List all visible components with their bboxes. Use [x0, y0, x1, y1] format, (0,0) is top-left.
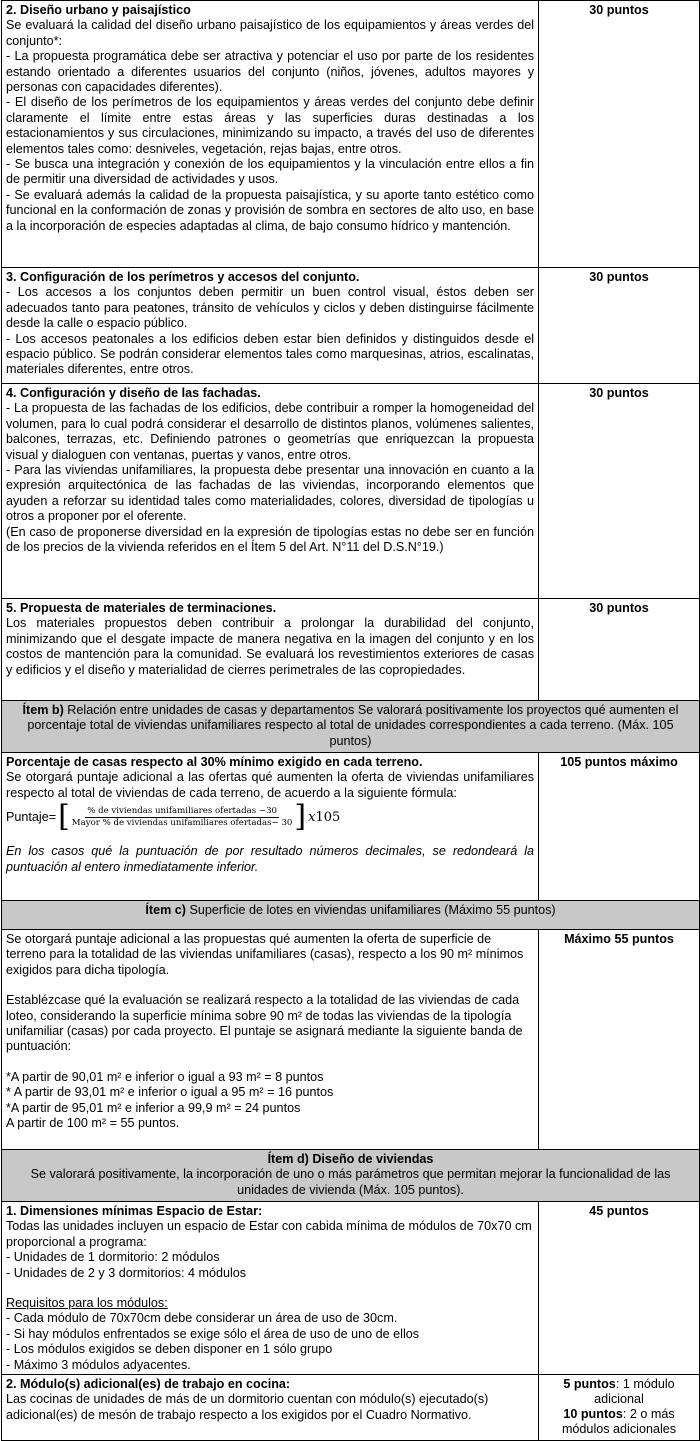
- criterion-title: Porcentaje de casas respecto al 30% mínimo exigido en cada terreno.: [6, 755, 423, 769]
- formula-expression: [58, 799, 341, 835]
- item-c-label: Ítem c): [145, 903, 186, 917]
- points-cell: 105 puntos máximo: [539, 753, 700, 901]
- formula-multiplier: [308, 810, 340, 825]
- item-d-header-row: [2, 1150, 700, 1202]
- evaluation-criteria-table: [1, 0, 700, 1441]
- score-band: * A partir de 93,01 m² e inferior o igual a 95 m² = 16 puntos: [6, 1085, 334, 1100]
- criterion-title: 3. Configuración de los perímetros y accesos del conjunto.: [6, 270, 360, 284]
- criterion-title: 2. Módulo(s) adicional(es) de trabajo en cocina:: [6, 1377, 291, 1392]
- criterion-title: 1. Dimensiones mínimas Espacio de Estar:: [6, 1204, 263, 1218]
- formula-factor: 105: [315, 809, 341, 825]
- criterion-line: - Se evaluará además la calidad de la propuesta paisajística, y su aporte tanto estético como funcional en la conformación de zonas y provisión de sombra en sectores de alto uso, en base a la incorporación de especies adaptadas al clima, de bajo consumo hídrico y mantención.: [6, 187, 534, 233]
- formula-x: x: [308, 809, 316, 825]
- criterion-line: - La propuesta programática debe ser atractiva y potenciar el uso por parte de los residentes estando orientado a diferentes usuarios del conjunto (niños, jóvenes, adultos mayores y personas con capacidades diferentes).: [6, 49, 534, 95]
- criterion-text: Se otorgará puntaje adicional a las ofertas qué aumenten la oferta de viviendas unifamiliares respecto al total de viviendas de cada terreno, de acuerdo a la siguiente fórmula:: [6, 770, 534, 800]
- criterion-text: Las cocinas de unidades de más de un dormitorio cuentan con módulo(s) ejecutado(s) adicional(es) de mesón de trabajo respecto a los exigidos por el Cuadro Normativo.: [6, 1392, 489, 1422]
- criterion-row-kitchen-modules: [2, 1375, 700, 1441]
- points-value: 5 puntos: [563, 1377, 616, 1392]
- score-formula: [6, 799, 534, 835]
- item-b-header: [2, 701, 700, 753]
- criterion-line: - Los accesos peatonales a los edificios deben estar bien definidos y distinguidos desde el espacio público. Se podrán considerar elementos tales como marquesinas, atrios, escalinatas, materiales diferentes, entre otros.: [6, 331, 534, 377]
- requirement-line: - Cada módulo de 70x70cm debe considerar un área de uso de 30cm.: [6, 1311, 398, 1326]
- points-cell: [539, 1375, 700, 1441]
- points-option-1: [543, 1377, 695, 1407]
- item-b-header-row: [2, 701, 700, 753]
- criterion-line: - Se busca una integración y conexión de los equipamientos y la vinculación entre ellos a fin de permitir una diversidad de actividades y usos.: [6, 157, 534, 187]
- points-desc: : 1 módulo adicional: [594, 1377, 675, 1407]
- criterion-line: Se evaluará la calidad del diseño urbano paisajístico de los equipamientos y áreas verdes del conjunto*:: [6, 18, 534, 48]
- points-value: 10 puntos: [563, 1407, 623, 1422]
- criterion-text: Los materiales propuestos deben contribuir a prolongar la durabilidad del conjunto, minimizando que el desgate impacte de manera negativa en la imagen del conjunto y en los costos de mantención para la comunidad. Se evaluará los revestimientos exteriores de casas y edificios y el diseño y materialidad de cierres perimetrales de las copropiedades.: [6, 616, 534, 677]
- criterion-text: Establézcase qué la evaluación se realizará respecto a la totalidad de las viviendas de cada loteo, considerando la superficie mínima sobre 90 m² de todas las viviendas de la tipología unifamiliar (casas) por cada proyecto. El puntaje se asignará mediante la siguiente banda de puntuación:: [6, 993, 523, 1054]
- criterion-title: 4. Configuración y diseño de las fachadas.: [6, 386, 261, 400]
- item-d-header: [2, 1150, 700, 1202]
- criterion-line: (En caso de proponerse diversidad en la expresión de tipologías estas no debe ser en función de los precios de la vivienda referidos en el Ítem 5 del Art. N°11 del D.S.N°19.): [6, 524, 534, 555]
- criterion-cell: [2, 599, 539, 701]
- criterion-row-perimeters-access: [2, 268, 700, 384]
- criterion-row-living-space: [2, 1202, 700, 1375]
- criterion-row-materials: [2, 599, 700, 701]
- criterion-cell: [2, 384, 539, 599]
- points-cell: 30 puntos: [539, 384, 700, 599]
- criterion-cell: [2, 930, 539, 1150]
- item-d-text: Se valorará positivamente, la incorporación de uno o más parámetros que permitan mejorar la funcionalidad de las unidades de vivienda (Máx. 105 puntos).: [30, 1167, 671, 1197]
- points-cell: 30 puntos: [539, 268, 700, 384]
- criterion-cell: [2, 753, 539, 901]
- requirement-line: - Los módulos exigidos se deben disponer en 1 sólo grupo: [6, 1342, 333, 1357]
- criterion-line: - Para las viviendas unifamiliares, la propuesta debe presentar una innovación en cuanto a la expresión arquitectónica de las fachadas de las viviendas, incorporando elementos que ayuden a reforzar su identidad tales como materialidades, colores, diversidad de tipologías u otros a proponer por el oferente.: [6, 463, 534, 524]
- points-desc: : 2 o más módulos adicionales: [561, 1407, 677, 1437]
- criterion-cell: [2, 1, 539, 268]
- item-b-text: Relación entre unidades de casas y departamentos Se valorará positivamente los proyectos qué aumenten el porcentaje total de viviendas unifamiliares respecto al total de unidades correspondientes a cada terreno. (Máx. 105 puntos): [27, 703, 679, 748]
- formula-fraction: [70, 806, 295, 829]
- left-bracket: [: [58, 799, 70, 835]
- criterion-line: - Los accesos a los conjuntos deben permitir un buen control visual, éstos deben ser adecuados tanto para peatones, tránsito de vehículos y ciclos y deben distinguirse fácilmente desde la calle o espacio público.: [6, 285, 534, 331]
- formula-label: Puntaje=: [6, 809, 57, 824]
- item-c-header: [2, 901, 700, 930]
- criterion-cell: [2, 1202, 539, 1375]
- formula-denominator: Mayor % de viviendas unifamiliares ofertadas− 30: [71, 817, 293, 828]
- score-band: *A partir de 90,01 m² e inferior o igual a 93 m² = 8 puntos: [6, 1069, 324, 1084]
- criterion-title: 2. Diseño urbano y paisajístico: [6, 3, 191, 17]
- formula-numerator: % de viviendas unifamiliares ofertadas −30: [87, 805, 278, 816]
- criterion-row-lot-surface: [2, 930, 700, 1150]
- criterion-line: - El diseño de los perímetros de los equipamientos y áreas verdes del conjunto debe definir claramente el límite entre estas áreas y las superficies duras destinadas a los estacionamientos y sus circulaciones, minimizando su impacto, a través del uso de diferentes elementos tales como: desniveles, vegetación, rejas bajas, entre otros.: [6, 95, 534, 156]
- score-band: *A partir de 95,01 m² e inferior a 99,9 m² = 24 puntos: [6, 1100, 301, 1115]
- criterion-row-house-percentage: [2, 753, 700, 901]
- criterion-cell: [2, 268, 539, 384]
- criterion-line: - La propuesta de las fachadas de los edificios, debe contribuir a romper la homogeneidad del volumen, para lo cual podrá considerar el desarrollo de distintos planos, volúmenes salientes, balcones, terrazas, etc. Definiendo patrones o geometrías que enriquezcan la propuesta visual y dialoguen con ventanas, puertas y vanos, entre otros.: [6, 401, 534, 462]
- right-bracket: ]: [294, 799, 307, 835]
- criterion-line: Todas las unidades incluyen un espacio de Estar con cabida mínima de módulos de 70x70 cm proporcional a programa:: [6, 1219, 532, 1249]
- criterion-line: - Unidades de 1 dormitorio: 2 módulos: [6, 1250, 220, 1265]
- item-b-label: Ítem b): [22, 703, 64, 717]
- item-c-header-row: [2, 901, 700, 930]
- criterion-line: - Unidades de 2 y 3 dormitorios: 4 módulos: [6, 1265, 247, 1280]
- points-cell: 45 puntos: [539, 1202, 700, 1375]
- rounding-note: En los casos qué la puntuación de por resultado números decimales, se redondeará la puntuación al entero inmediatamente inferior.: [6, 844, 534, 874]
- item-d-title: Ítem d) Diseño de viviendas: [267, 1152, 434, 1166]
- requirement-line: - Máximo 3 módulos adyacentes.: [6, 1357, 191, 1372]
- points-cell: 30 puntos: [539, 1, 700, 268]
- points-option-2: [543, 1407, 695, 1437]
- criterion-text: Se otorgará puntaje adicional a las propuestas qué aumenten la oferta de superficie de terreno para la totalidad de las viviendas unifamiliares (casas), respecto a los 90 m² mínimos exigidos para dicha tipología.: [6, 932, 524, 977]
- score-band: A partir de 100 m² = 55 puntos.: [6, 1116, 180, 1131]
- requirement-line: - Si hay módulos enfrentados se exige sólo el área de uso de uno de ellos: [6, 1326, 420, 1341]
- item-c-text: Superficie de lotes en viviendas unifamiliares (Máximo 55 puntos): [185, 903, 556, 917]
- criterion-cell: [2, 1375, 539, 1441]
- points-cell: Máximo 55 puntos: [539, 930, 700, 1150]
- criterion-row-urban-design: [2, 1, 700, 268]
- points-cell: 30 puntos: [539, 599, 700, 701]
- requirements-title: Requisitos para los módulos:: [6, 1296, 168, 1311]
- criterion-title: 5. Propuesta de materiales de terminaciones.: [6, 601, 277, 615]
- criterion-row-facades: [2, 384, 700, 599]
